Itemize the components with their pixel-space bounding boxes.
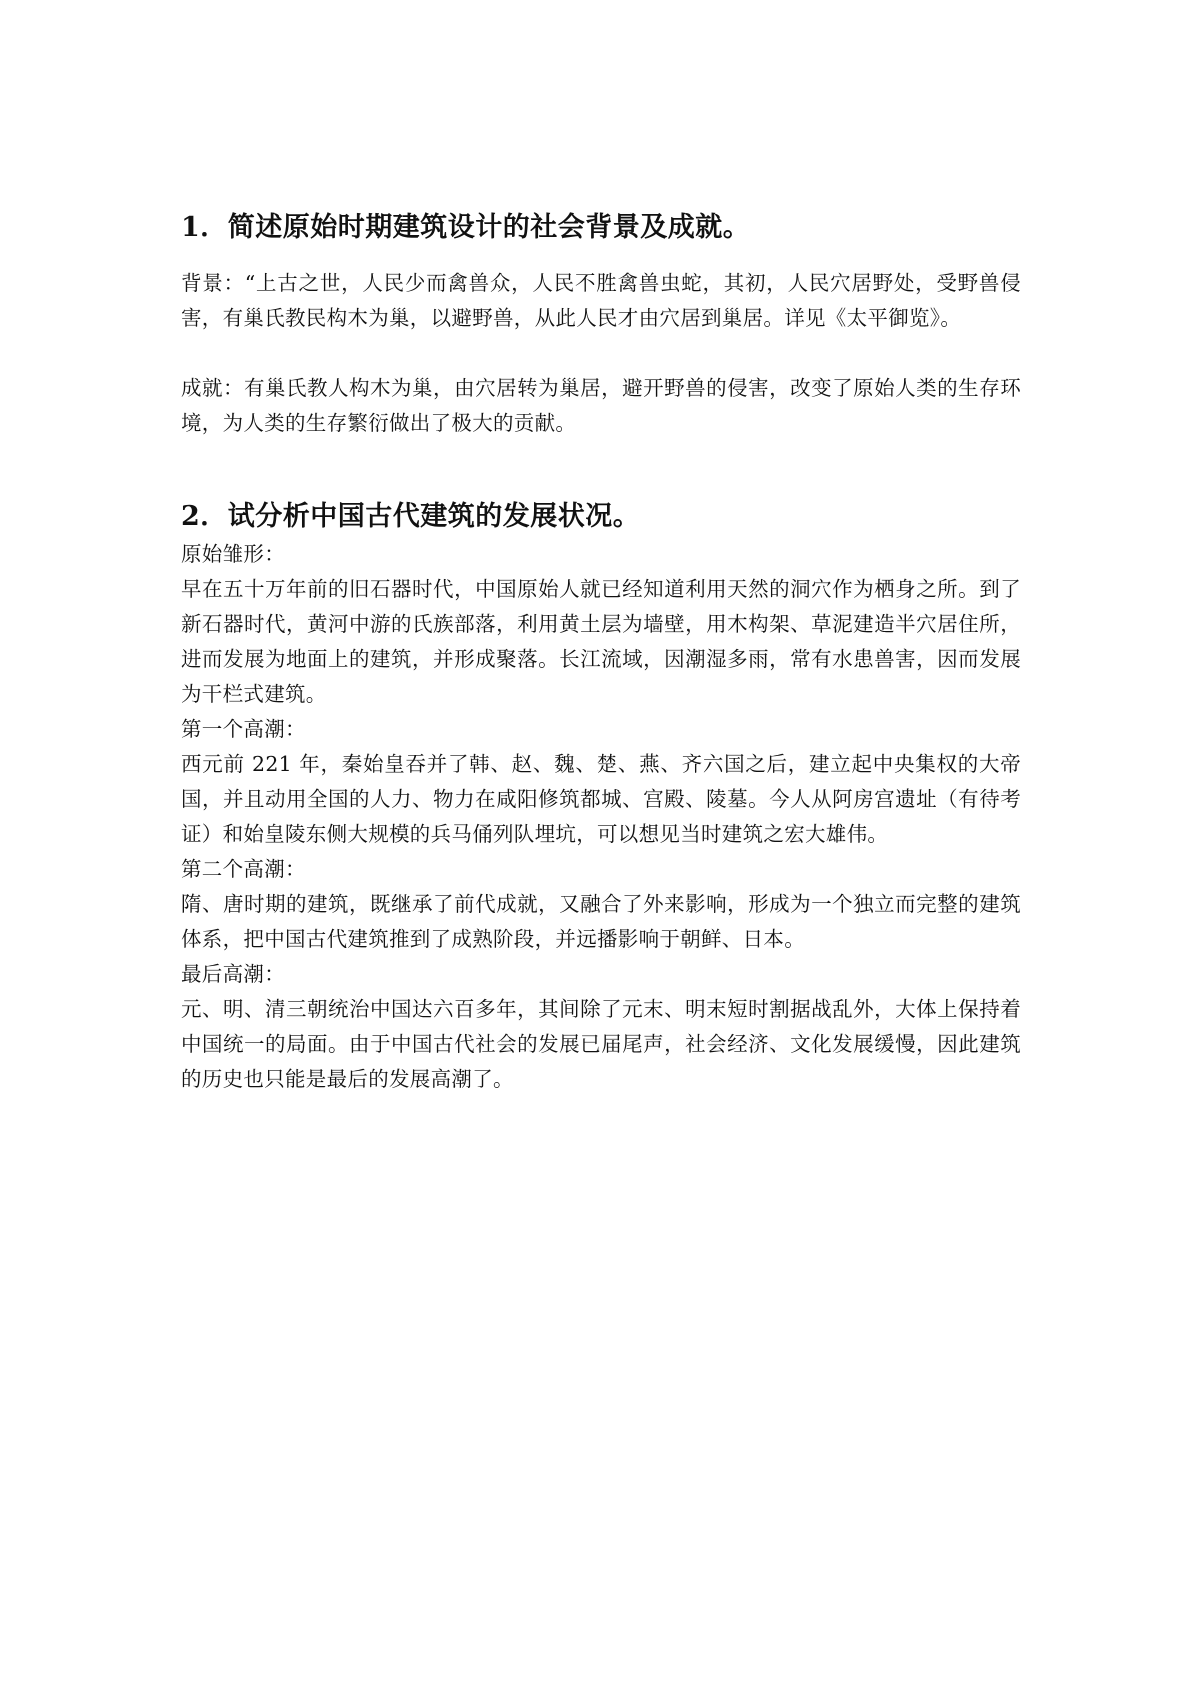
- stage-text-last-peak: 元、明、清三朝统治中国达六百多年，其间除了元末、明末短时割据战乱外，大体上保持着中国统一的局面。由于中国古代社会的发展已届尾声，社会经济、文化发展缓慢，因此建筑的历史也只能是最后的发展高潮了。: [181, 997, 1021, 1091]
- question-2-heading: 2．试分析中国古代建筑的发展状况。: [181, 501, 641, 532]
- stage-label-first-peak: 第一个高潮：: [181, 717, 306, 741]
- document-content: [181, 210, 1021, 1097]
- stage-label-primitive: 原始雏形：: [181, 542, 285, 566]
- stage-label-last-peak: 最后高潮：: [181, 962, 285, 986]
- achievement-paragraph: 成就：有巢氏教人构木为巢，由穴居转为巢居，避开野兽的侵害，改变了原始人类的生存环境，为人类的生存繁衍做出了极大的贡献。: [181, 376, 1021, 435]
- stage-label-second-peak: 第二个高潮：: [181, 857, 306, 881]
- background-paragraph: 背景：“上古之世，人民少而禽兽众，人民不胜禽兽虫蛇，其初，人民穴居野处，受野兽侵害，有巢氏教民构木为巢，以避野兽，从此人民才由穴居到巢居。详见《太平御览》。: [181, 271, 1021, 330]
- stage-text-first-peak: 西元前 221 年，秦始皇吞并了韩、赵、魏、楚、燕、齐六国之后，建立起中央集权的大帝国，并且动用全国的人力、物力在咸阳修筑都城、宫殿、陵墓。今人从阿房宫遗址（有待考证）和始皇陵东侧大规模的兵马俑列队埋坑，可以想见当时建筑之宏大雄伟。: [181, 752, 1021, 846]
- question-1-heading: 1．简述原始时期建筑设计的社会背景及成就。: [181, 212, 751, 243]
- stage-text-second-peak: 隋、唐时期的建筑，既继承了前代成就，又融合了外来影响，形成为一个独立而完整的建筑体系，把中国古代建筑推到了成熟阶段，并远播影响于朝鲜、日本。: [181, 892, 1021, 951]
- stage-text-primitive: 早在五十万年前的旧石器时代，中国原始人就已经知道利用天然的洞穴作为栖身之所。到了新石器时代，黄河中游的氏族部落，利用黄土层为墙壁，用木构架、草泥建造半穴居住所，进而发展为地面上的建筑，并形成聚落。长江流域，因潮湿多雨，常有水患兽害，因而发展为干栏式建筑。: [181, 577, 1021, 706]
